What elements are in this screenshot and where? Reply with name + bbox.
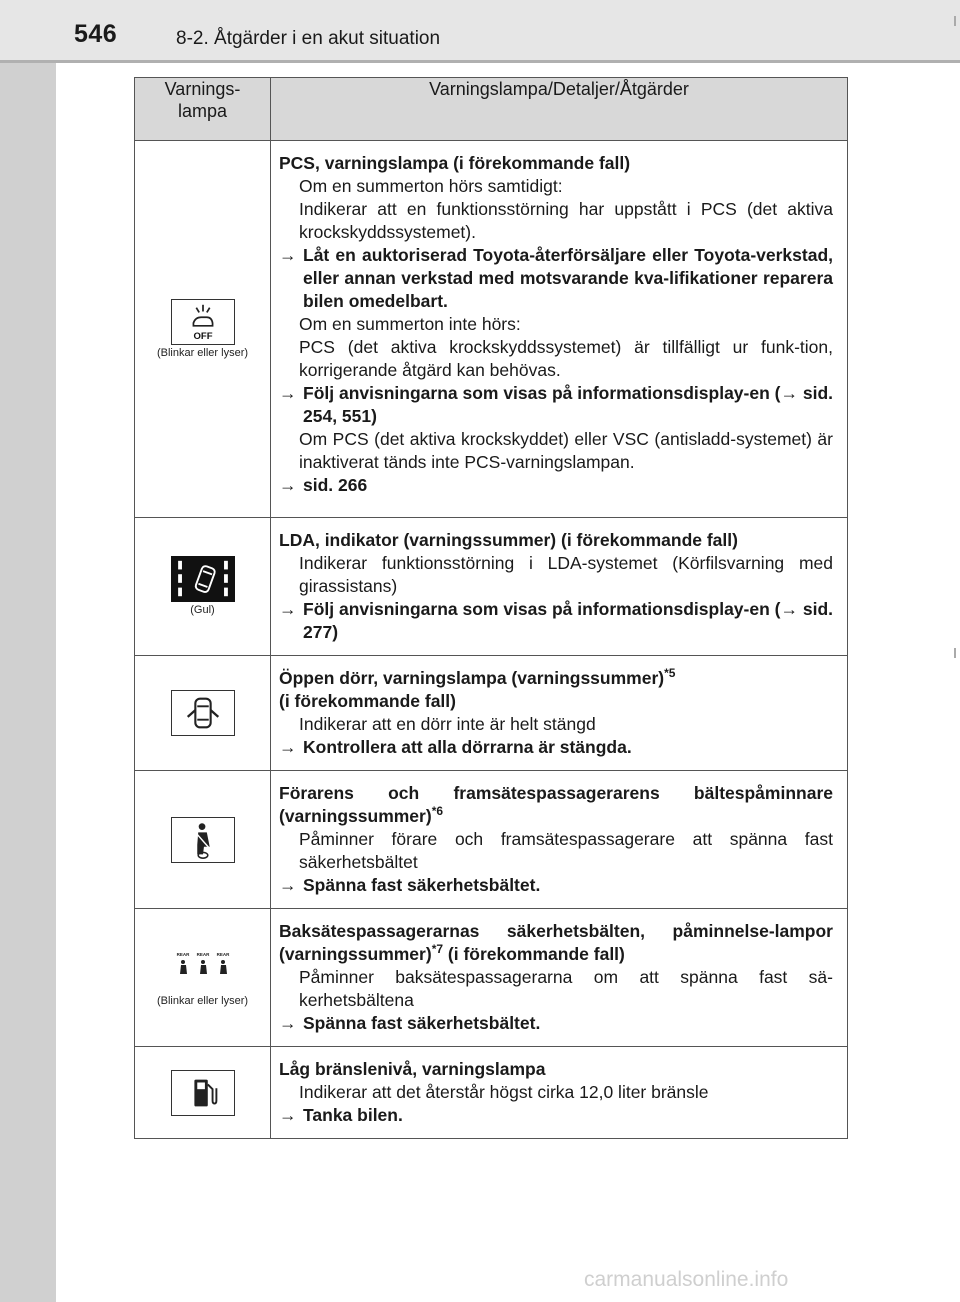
col-header-details: Varningslampa/Detaljer/Åtgärder: [271, 78, 848, 141]
arrow-icon: →: [279, 737, 297, 757]
table-row: [135, 141, 848, 518]
row-title-continued: (i förekommande fall): [279, 691, 456, 711]
details-cell: [271, 771, 848, 909]
details-cell: [271, 141, 848, 518]
detail-text: Indikerar att det återstår högst cirka 12,0 liter bränsle: [299, 1082, 709, 1102]
section-title: 8-2. Åtgärder i en akut situation: [176, 28, 441, 49]
detail-text: Om PCS (det aktiva krockskyddet) eller VSC (antisladd-systemet) är inaktiverat tänds inte PCS-varningslampan.: [299, 429, 833, 472]
arrow-icon: →: [279, 383, 297, 403]
page-number: 546: [74, 20, 118, 48]
arrow-icon: →: [279, 475, 297, 495]
arrow-icon: →: [279, 875, 297, 895]
rear-seatbelt-icon: [171, 947, 235, 993]
page-sidebar: [0, 0, 56, 1302]
row-title: Låg bränslenivå, varningslampa: [279, 1059, 546, 1079]
action-text: → Tanka bilen.: [279, 1105, 403, 1125]
detail-text: Om en summerton inte hörs:: [299, 314, 521, 334]
details-cell: [271, 518, 848, 656]
row-title: LDA, indikator (varningssummer) (i förekommande fall): [279, 530, 738, 550]
arrow-icon: →: [279, 599, 297, 619]
detail-text: Indikerar att en dörr inte är helt stängd: [299, 714, 596, 734]
arrow-icon: →: [279, 245, 297, 265]
lda-icon: [171, 556, 235, 602]
arrow-icon: →: [279, 1013, 297, 1033]
svg-text:REAR: REAR: [176, 952, 189, 957]
edge-mark: [954, 16, 956, 26]
lamp-cell: [135, 518, 271, 656]
svg-text:REAR: REAR: [196, 952, 209, 957]
details-cell: [271, 909, 848, 1047]
icon-note: (Gul): [190, 604, 215, 616]
table-row: [135, 518, 848, 656]
detail-text: Om en summerton hörs samtidigt:: [299, 176, 563, 196]
lamp-cell: [135, 1047, 271, 1139]
row-title: PCS, varningslampa (i förekommande fall): [279, 153, 631, 173]
lamp-cell: [135, 141, 271, 518]
pcs-off-icon: [171, 299, 235, 345]
action-text: → Följ anvisningarna som visas på informationsdisplay-en (→ sid. 277): [279, 599, 833, 642]
row-title: Öppen dörr, varningslampa (varningssummer)$^{*5}$: [279, 666, 676, 688]
col-header-lamp: Varnings- lampa: [135, 78, 271, 141]
fuel-icon: [171, 1070, 235, 1116]
detail-text: Indikerar funktionsstörning i LDA-systemet (Körfilsvarning med girassistans): [299, 553, 833, 596]
lamp-cell: [135, 909, 271, 1047]
svg-text:OFF: OFF: [192, 330, 213, 342]
action-text: → sid. 266: [279, 475, 368, 495]
table-row: [135, 909, 848, 1047]
icon-note: (Blinkar eller lyser): [156, 995, 249, 1007]
action-text: → Följ anvisningarna som visas på informationsdisplay-en (→ sid. 254, 551): [279, 383, 833, 426]
details-cell: [271, 1047, 848, 1139]
action-text: → Spänna fast säkerhetsbältet.: [279, 875, 541, 895]
row-title: Baksätespassagerarnas säkerhetsbälten, påminnelse-lampor (varningssummer)$^{*7}$ (i förekommande fall): [279, 921, 833, 964]
arrow-icon: →: [279, 1105, 297, 1125]
warning-lamp-table: [134, 77, 848, 1139]
table-row: [135, 1047, 848, 1139]
svg-text:REAR: REAR: [216, 952, 229, 957]
row-title: Förarens och framsätespassagerarens bältespåminnare (varningssummer)$^{*6}$: [279, 783, 833, 826]
page-header: [0, 0, 960, 62]
detail-text: Indikerar att en funktionsstörning har uppstått i PCS (det aktiva krockskyddssystemet).: [299, 199, 833, 242]
edge-mark: [954, 648, 956, 658]
details-cell: [271, 656, 848, 771]
seatbelt-icon: [171, 817, 235, 863]
table-row: [135, 771, 848, 909]
watermark: carmanualsonline.info: [584, 1268, 789, 1291]
icon-note: (Blinkar eller lyser): [156, 346, 249, 359]
detail-text: Påminner baksätespassagerarna om att spänna fast sä-kerhetsbältena: [299, 967, 833, 1010]
action-text: → Låt en auktoriserad Toyota-återförsäljare eller Toyota-verkstad, eller annan verkstad med motsvarande kva-lifikationer reparera bilen omedelbart.: [279, 245, 833, 311]
detail-text: PCS (det aktiva krockskyddssystemet) är tillfälligt ur funk-tion, korrigerande åtgärd kan behövas.: [299, 337, 833, 380]
action-text: → Spänna fast säkerhetsbältet.: [279, 1013, 541, 1033]
header-rule: [0, 60, 960, 63]
table-row: [135, 656, 848, 771]
detail-text: Påminner förare och framsätespassagerare att spänna fast säkerhetsbältet: [299, 829, 833, 872]
action-text: → Kontrollera att alla dörrarna är stängda.: [279, 737, 632, 757]
door-open-icon: [171, 690, 235, 736]
lamp-cell: [135, 771, 271, 909]
lamp-cell: [135, 656, 271, 771]
